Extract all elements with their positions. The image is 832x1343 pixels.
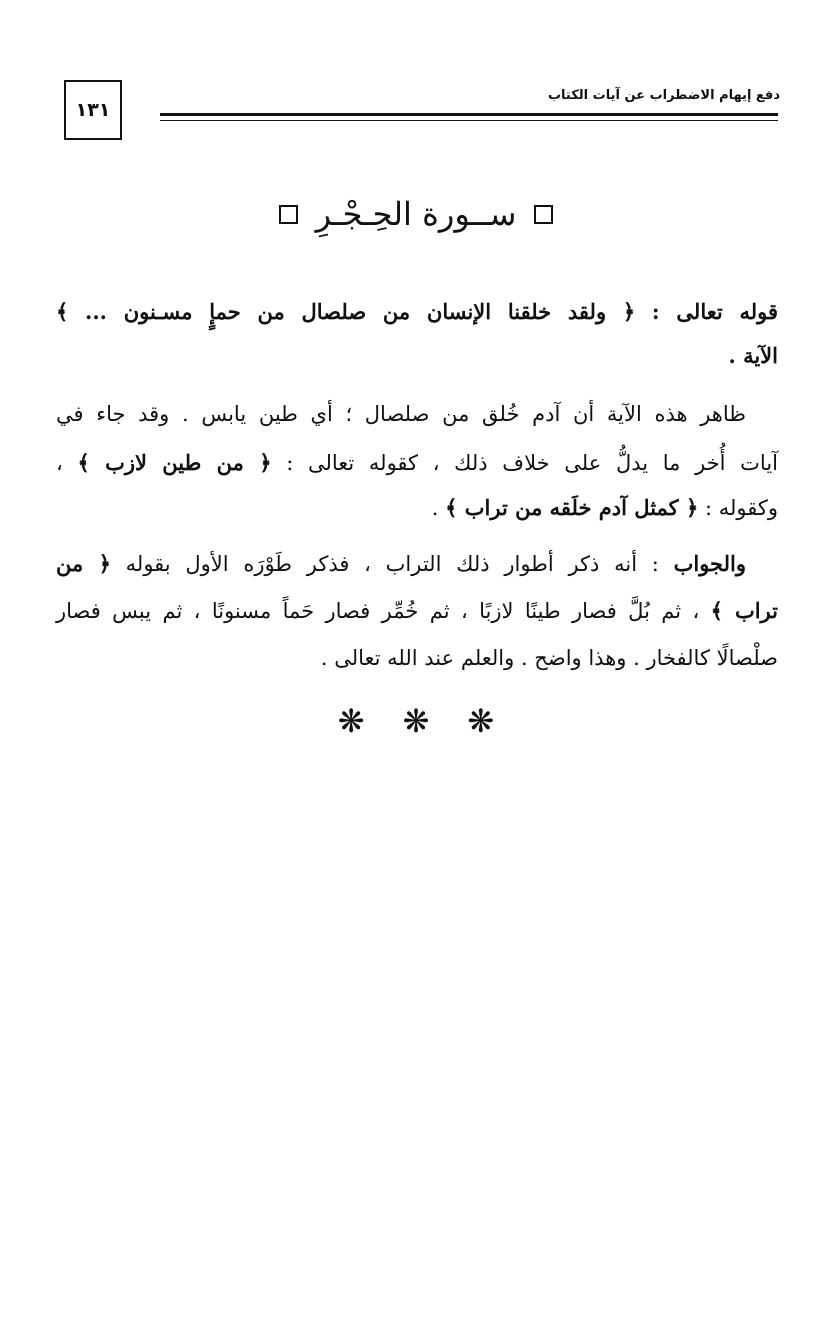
p1-line-2: الآية . xyxy=(728,343,778,368)
p3-line-3: صلْصالًا كالفخار . وهذا واضح . والعلم عند الله تعالى . xyxy=(320,646,778,670)
title-box-left xyxy=(279,205,298,224)
separator-star-2: ❋ xyxy=(402,702,430,740)
p2-line-3-lead: وكقوله : xyxy=(698,496,778,520)
separator-star-1: ❋ xyxy=(467,702,495,740)
section-separator xyxy=(0,703,832,739)
p2-quran-quote-1: ﴿ من طين لازب ﴾ xyxy=(77,450,272,475)
p2-line-1: ظاهر هذه الآية أن آدم خُلق من صلصال ؛ أي طين يابس . وقد جاء في xyxy=(56,402,746,426)
page-number: ١٣١ xyxy=(75,99,111,121)
p1-lead: قوله تعالى : xyxy=(635,299,778,324)
p1-quran-quote: ﴿ ولقد خلقنا الإنسان من صلصال من حمإٍ مسـنون ... ﴾ xyxy=(56,299,636,324)
p3-line-1-text: : أنه ذكر أطوار ذلك التراب ، فذكر طَوْرَه الأول بقوله xyxy=(110,552,674,576)
chapter-heading xyxy=(0,192,832,236)
title-box-right xyxy=(534,205,553,224)
p3-line-2-text: ، ثم بُلَّ فصار طينًا لازبًا ، ثم خُمِّر فصار حَماً مسنونًا ، ثم يبس فصار xyxy=(56,599,711,623)
p2-line-3-tail: . xyxy=(431,496,446,520)
p3-quran-quote-end: تراب ﴾ xyxy=(710,598,778,623)
running-head: دفع إيهام الاضطراب عن آيات الكتاب xyxy=(547,88,780,103)
p2-quran-quote-2: ﴿ كمثل آدم خلَقه من تراب ﴾ xyxy=(445,495,699,520)
p2-line-2-tail: ، xyxy=(56,451,78,475)
header-rule-thick xyxy=(160,113,778,116)
header-rule-thin xyxy=(160,120,778,121)
page-number-box xyxy=(64,80,122,140)
p3-line-1 xyxy=(56,546,746,582)
p2-line-3 xyxy=(56,490,778,526)
p2-line-2-lead: آيات أُخر ما يدلُّ على خلاف ذلك ، كقوله تعالى : xyxy=(271,451,779,475)
p3-line-2 xyxy=(56,593,778,629)
p2-line-2 xyxy=(56,445,778,481)
p1-line-1 xyxy=(56,294,778,330)
p3-quran-quote-start: ﴿ من xyxy=(56,551,111,576)
p3-answer-label: والجواب xyxy=(673,551,746,576)
separator-star-3: ❋ xyxy=(337,702,365,740)
chapter-title: ســورة الحِـجْـرِ xyxy=(315,195,517,233)
